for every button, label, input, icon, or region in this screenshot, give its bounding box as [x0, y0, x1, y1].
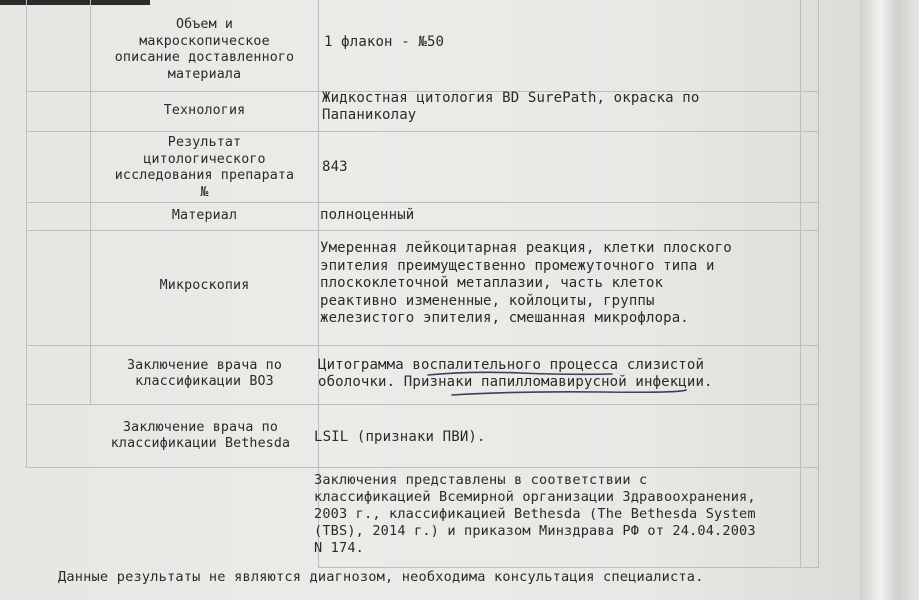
value-bethesda-conclusion: LSIL (признаки ПВИ). [314, 429, 486, 446]
label-volume-description: Объем и макроскопическое описание доставленного материала [114, 17, 295, 82]
classification-note: Заключения представлены в соответствии с классификацией Всемирной организации Здравоохранения, 2003 г., классификацией Bethesda (The Bethesda System (TBS), 2014 г.) и приказом Минздрава РФ от 24.04.2003 N 174. [314, 471, 756, 556]
label-bethesda-conclusion: Заключение врача по классификации Bethesda [110, 419, 291, 451]
label-microscopy: Микроскопия [159, 277, 250, 293]
value-specimen-number: 843 [322, 159, 348, 176]
value-technology: Жидкостная цитология BD SurePath, окраска по Папаниколау [322, 89, 700, 123]
label-material: Материал [171, 207, 238, 223]
value-who-conclusion: Цитограмма воспалительного процесса слизистой оболочки. Признаки папилломавирусной инфекции. [318, 356, 713, 390]
label-technology: Технология [163, 102, 246, 118]
label-cytology-result: Результат цитологического исследования препарата № [114, 135, 295, 200]
value-microscopy: Умеренная лейкоцитарная реакция, клетки плоского эпителия преимущественно промежуточного типа и плоскоклеточной метаплазии, часть клеток реактивно измененные, койлоциты, группы железистого эпителия, смешанная микрофлора. [320, 240, 732, 327]
value-volume-description: 1 флакон - №50 [324, 34, 445, 51]
plastic-sleeve-edge [860, 0, 919, 600]
value-material: полноценный [320, 207, 415, 224]
label-who-conclusion: Заключение врача по классификации ВОЗ [127, 357, 282, 389]
disclaimer-footer: Данные результаты не являются диагнозом, необходима консультация специалиста. [58, 569, 704, 585]
